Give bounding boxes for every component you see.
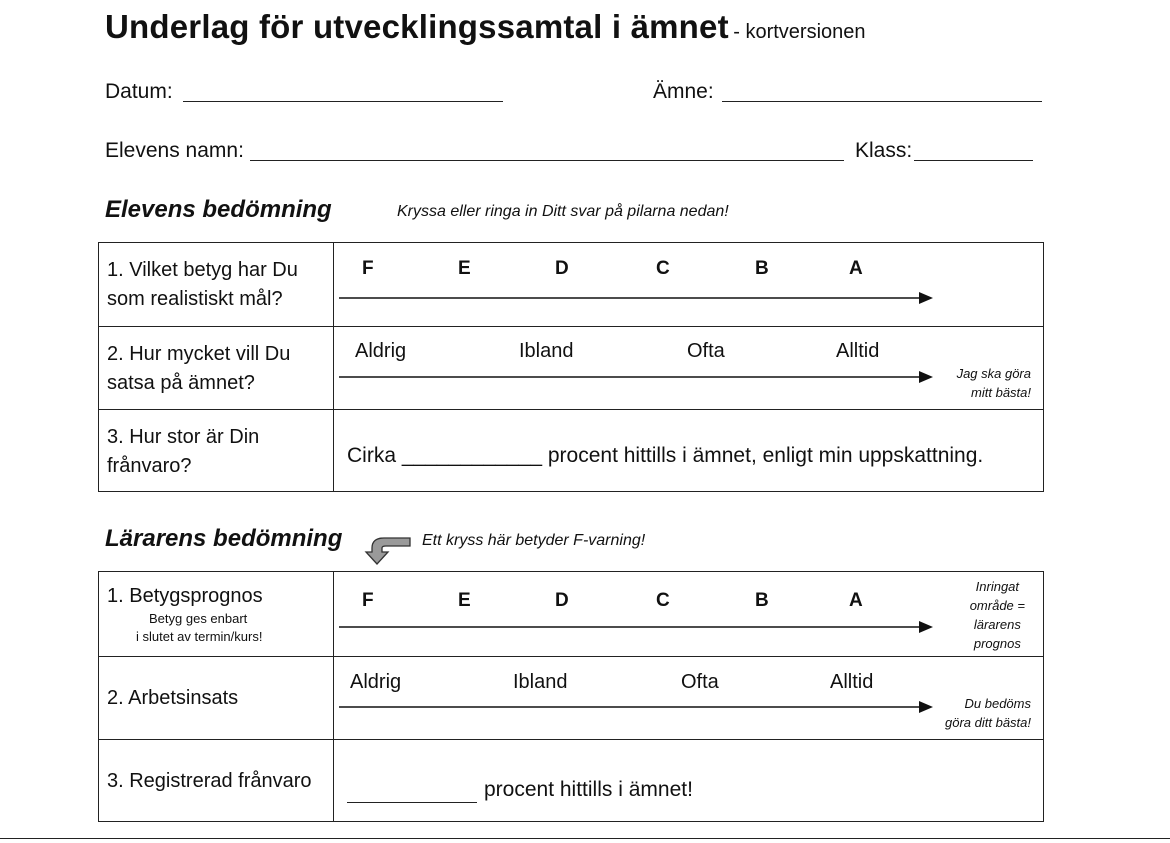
teacher-q1-side-line3: lärarens (973, 617, 1021, 632)
teacher-effort-ibland[interactable]: Ibland (513, 671, 568, 693)
teacher-row-effort (99, 656, 1043, 739)
student-table (98, 242, 1044, 492)
student-q1-text (107, 256, 298, 314)
teacher-q1-note-line1: Betyg ges enbart (149, 611, 248, 626)
title-main: Underlag för utvecklingssamtal i ämnet (105, 8, 729, 45)
student-q1-line1: 1. Vilket betyg har Du (107, 259, 298, 281)
teacher-q2-note-line1: Du bedöms (964, 696, 1031, 711)
teacher-q2-note-line2: göra ditt bästa! (945, 715, 1031, 730)
student-row-grade (99, 243, 1043, 326)
curved-arrow-icon (362, 534, 414, 566)
amne-field[interactable] (722, 101, 1042, 102)
student-q3-text (107, 423, 259, 481)
teacher-grade-c[interactable]: C (656, 590, 670, 611)
teacher-grade-e[interactable]: E (458, 590, 471, 611)
teacher-grade-arrow[interactable] (339, 620, 935, 634)
teacher-q1-side-line1: Inringat (975, 579, 1020, 594)
student-q3-prefix: Cirka (347, 444, 397, 467)
teacher-row-grade (99, 572, 1043, 656)
teacher-q1-side-line4: prognos (973, 636, 1021, 651)
student-q2-text (107, 340, 290, 398)
teacher-q1-note-line2: i slutet av termin/kurs! (136, 629, 263, 644)
student-q2-note-line2: mitt bästa! (971, 385, 1031, 400)
teacher-effort-arrow[interactable] (339, 700, 935, 714)
student-q3-answer (347, 444, 983, 468)
amne-label: Ämne: (653, 80, 714, 103)
student-q3-blank[interactable]: ____________ (401, 444, 543, 467)
teacher-q1-label: 1. Betygsprognos (107, 585, 263, 607)
page-title (105, 8, 866, 46)
klass-field[interactable] (914, 160, 1033, 161)
grade-d[interactable]: D (555, 258, 569, 279)
title-subtitle: - kortversionen (733, 21, 866, 43)
page-bottom-rule (0, 838, 1170, 839)
student-row-effort (99, 326, 1043, 409)
effort-alltid[interactable]: Alltid (836, 340, 880, 362)
grade-a[interactable]: A (849, 258, 863, 279)
klass-label: Klass: (855, 139, 913, 162)
student-q3-suffix: procent hittills i ämnet, enligt min uppskattning. (547, 444, 984, 467)
student-q2-line1: 2. Hur mycket vill Du (107, 343, 291, 365)
teacher-q3-suffix: procent hittills i ämnet! (484, 778, 693, 801)
teacher-effort-aldrig[interactable]: Aldrig (350, 671, 402, 693)
teacher-grade-a[interactable]: A (849, 590, 863, 611)
student-q3-line2: frånvaro? (107, 455, 192, 477)
teacher-absence-field[interactable] (347, 802, 477, 803)
grade-c[interactable]: C (656, 258, 670, 279)
teacher-q1-side-note (970, 577, 1025, 653)
effort-aldrig[interactable]: Aldrig (355, 340, 407, 362)
grade-e[interactable]: E (458, 258, 471, 279)
teacher-q2-note (945, 694, 1031, 732)
teacher-grade-f[interactable]: F (362, 590, 374, 611)
teacher-q1-side-line2: område = (969, 598, 1025, 613)
effort-ibland[interactable]: Ibland (519, 340, 574, 362)
elevens-namn-field[interactable] (250, 160, 844, 161)
effort-arrow[interactable] (339, 370, 935, 384)
teacher-q2-label: 2. Arbetsinsats (107, 687, 239, 709)
teacher-row-absence (99, 739, 1043, 821)
student-q2-line2: satsa på ämnet? (107, 372, 255, 394)
teacher-table (98, 571, 1044, 822)
grade-arrow[interactable] (339, 291, 935, 305)
student-section-hint: Kryssa eller ringa in Ditt svar på pilarna nedan! (397, 203, 729, 220)
grade-b[interactable]: B (755, 258, 769, 279)
student-row-absence (99, 409, 1043, 491)
datum-field[interactable] (183, 101, 503, 102)
teacher-section-hint: Ett kryss här betyder F-varning! (422, 532, 646, 549)
teacher-effort-alltid[interactable]: Alltid (830, 671, 874, 693)
elevens-namn-label: Elevens namn: (105, 139, 244, 162)
teacher-section-title: Lärarens bedömning (105, 525, 343, 552)
teacher-grade-d[interactable]: D (555, 590, 569, 611)
datum-label: Datum: (105, 80, 173, 103)
student-section-title: Elevens bedömning (105, 196, 332, 223)
grade-f[interactable]: F (362, 258, 374, 279)
effort-ofta[interactable]: Ofta (687, 340, 725, 362)
teacher-q1-note (136, 610, 263, 646)
teacher-q3-label: 3. Registrerad frånvaro (107, 770, 312, 792)
teacher-effort-ofta[interactable]: Ofta (681, 671, 719, 693)
student-q2-note-line1: Jag ska göra (956, 366, 1031, 381)
teacher-grade-b[interactable]: B (755, 590, 769, 611)
student-q2-note (957, 364, 1031, 402)
student-q1-line2: som realistiskt mål? (107, 288, 283, 310)
student-q3-line1: 3. Hur stor är Din (107, 426, 260, 448)
